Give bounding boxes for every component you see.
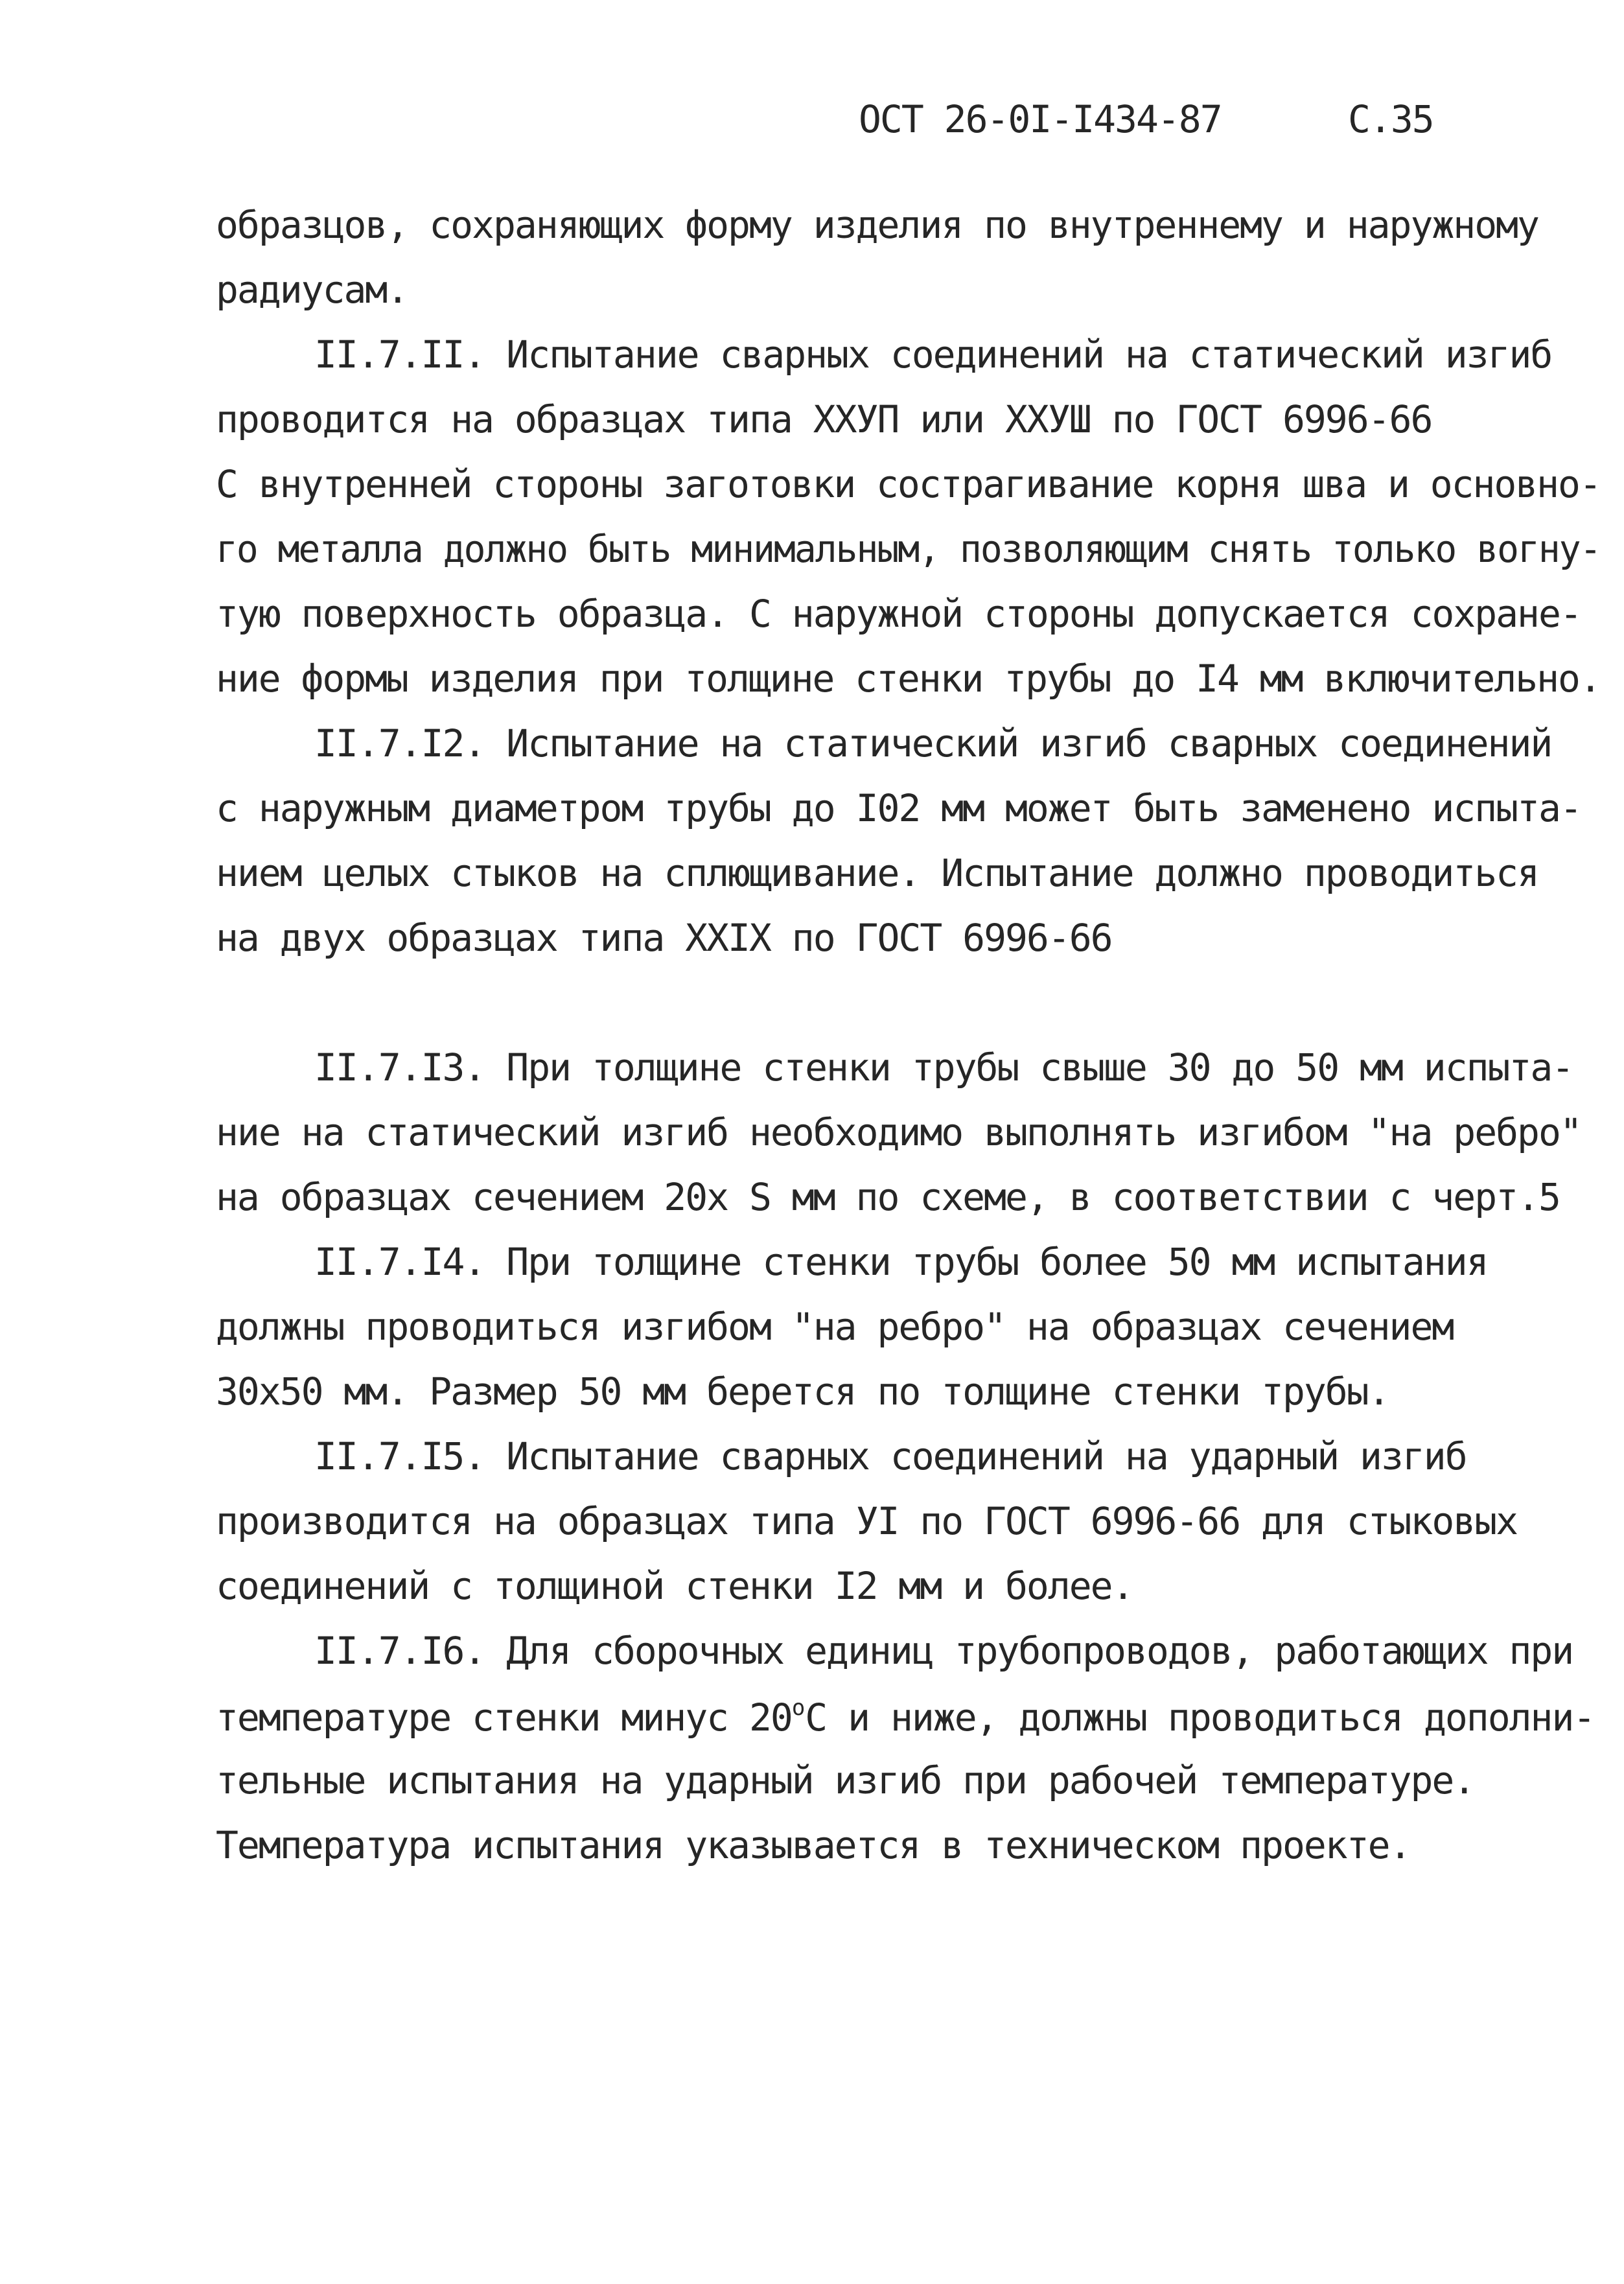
text-line: с наружным диаметром трубы до I02 мм может быть заменено испыта-: [216, 786, 1581, 830]
text-line: образцов, сохраняющих форму изделия по внутреннему и наружному: [216, 203, 1538, 247]
paragraph-11-7-12: II.7.I2. Испытание на статический изгиб сварных соединений: [314, 721, 1552, 765]
text-line: ние на статический изгиб необходимо выполнять изгибом "на ребро": [216, 1110, 1581, 1154]
text-line: производится на образцах типа УI по ГОСТ 6996-66 для стыковых: [216, 1499, 1518, 1543]
text-line: нием целых стыков на сплющивание. Испытание должно проводиться: [216, 851, 1538, 895]
page-number: С.35: [1348, 97, 1433, 141]
text-line: ние формы изделия при толщине стенки трубы до I4 мм включительно.: [216, 657, 1601, 701]
temperature-line: [216, 1695, 1595, 1740]
paragraph-11-7-13: II.7.I3. При толщине стенки трубы свыше 30 до 50 мм испыта-: [314, 1045, 1573, 1090]
text-line: должны проводиться изгибом "на ребро" на образцах сечением: [216, 1305, 1454, 1349]
text-line: го металла должно быть минимальным, позволяющим снять только вогну-: [216, 527, 1601, 571]
degree-superscript: о: [791, 1695, 806, 1721]
text-line: соединений с толщиной стенки I2 мм и более.: [216, 1564, 1133, 1608]
text-line: 30х50 мм. Размер 50 мм берется по толщине стенки трубы.: [216, 1369, 1389, 1414]
text-line: тую поверхность образца. С наружной стороны допускается сохране-: [216, 592, 1581, 636]
text-line: Температура испытания указывается в техническом проекте.: [216, 1823, 1411, 1867]
text-line: радиусам.: [216, 268, 408, 312]
paragraph-11-7-11: II.7.II. Испытание сварных соединений на статический изгиб: [314, 332, 1552, 377]
page-header: [859, 97, 1433, 141]
text-line: С внутренней стороны заготовки сострагивание корня шва и основно-: [216, 462, 1601, 506]
document-code: ОСТ 26-0I-I434-87: [859, 97, 1222, 141]
text-line: на двух образцах типа XXIX по ГОСТ 6996-66: [216, 916, 1112, 960]
text-line: тельные испытания на ударный изгиб при рабочей температуре.: [216, 1758, 1475, 1802]
text-line: проводится на образцах типа ХХУП или ХХУШ по ГОСТ 6996-66: [216, 397, 1432, 441]
paragraph-11-7-15: II.7.I5. Испытание сварных соединений на ударный изгиб: [314, 1434, 1467, 1478]
temperature-line-start: температуре стенки минус 20: [216, 1696, 792, 1740]
text-line: на образцах сечением 20х S мм по схеме, в соответствии с черт.5: [216, 1175, 1560, 1219]
paragraph-11-7-14: II.7.I4. При толщине стенки трубы более 50 мм испытания: [314, 1240, 1488, 1284]
paragraph-11-7-16: II.7.I6. Для сборочных единиц трубопроводов, работающих при: [314, 1629, 1573, 1673]
temperature-line-end: С и ниже, должны проводиться дополни-: [805, 1696, 1595, 1740]
